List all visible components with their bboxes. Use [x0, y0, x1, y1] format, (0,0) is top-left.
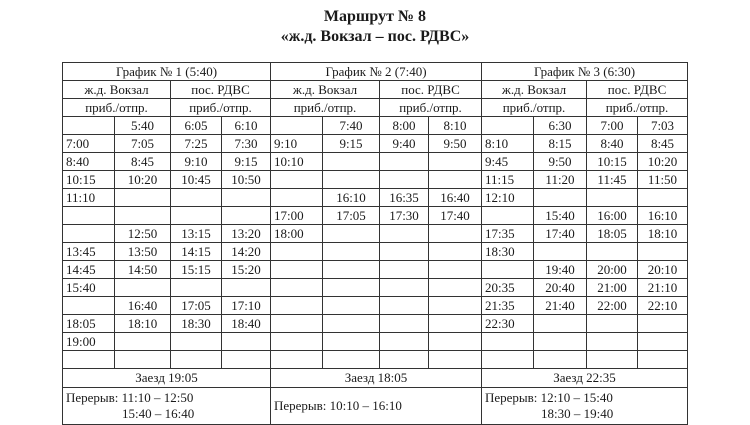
footer-row-zaezd	[63, 369, 688, 388]
time-cell	[429, 225, 482, 243]
time-cell	[429, 351, 482, 369]
time-cell	[271, 333, 323, 351]
time-cell: 8:40	[587, 135, 638, 153]
time-cell	[115, 279, 171, 297]
time-cell	[63, 117, 115, 135]
time-cell	[482, 207, 534, 225]
zaezd-label: Заезд 18:05	[271, 369, 482, 388]
footer-row-break	[63, 388, 688, 425]
time-cell: 12:10	[482, 189, 534, 207]
time-cell: 18:40	[222, 315, 271, 333]
time-cell: 7:03	[638, 117, 688, 135]
time-cell: 10:15	[587, 153, 638, 171]
table-row	[63, 117, 688, 135]
time-cell: 14:45	[63, 261, 115, 279]
time-cell: 17:05	[323, 207, 380, 225]
time-cell	[115, 333, 171, 351]
stop-name-a: ж.д. Вокзал	[63, 81, 171, 99]
table-row	[63, 243, 688, 261]
time-cell: 9:10	[271, 135, 323, 153]
time-cell	[587, 315, 638, 333]
table-row	[63, 297, 688, 315]
time-cell: 17:00	[271, 207, 323, 225]
time-cell	[323, 333, 380, 351]
time-cell	[380, 243, 429, 261]
arr-dep-label: приб./отпр.	[380, 99, 482, 117]
time-cell: 22:00	[587, 297, 638, 315]
stop-name-b: пос. РДВС	[587, 81, 688, 99]
time-cell: 16:40	[115, 297, 171, 315]
time-cell: 8:10	[482, 135, 534, 153]
table-row	[63, 333, 688, 351]
time-cell	[482, 117, 534, 135]
time-cell: 22:30	[482, 315, 534, 333]
time-cell	[429, 243, 482, 261]
time-cell: 6:30	[534, 117, 587, 135]
time-cell: 8:00	[380, 117, 429, 135]
table-row	[63, 351, 688, 369]
time-cell: 11:10	[63, 189, 115, 207]
time-cell: 7:00	[63, 135, 115, 153]
time-cell	[429, 279, 482, 297]
time-cell: 5:40	[115, 117, 171, 135]
time-cell	[534, 333, 587, 351]
time-cell: 10:45	[171, 171, 222, 189]
time-cell: 14:15	[171, 243, 222, 261]
time-cell: 17:05	[171, 297, 222, 315]
time-cell	[323, 171, 380, 189]
time-cell	[380, 153, 429, 171]
time-cell: 18:30	[171, 315, 222, 333]
zaezd-label: Заезд 19:05	[63, 369, 271, 388]
time-cell	[171, 351, 222, 369]
time-cell: 18:10	[115, 315, 171, 333]
time-cell: 18:30	[482, 243, 534, 261]
time-cell	[323, 261, 380, 279]
time-cell	[323, 153, 380, 171]
time-cell: 13:20	[222, 225, 271, 243]
time-cell	[534, 243, 587, 261]
time-cell	[323, 315, 380, 333]
time-cell: 9:50	[534, 153, 587, 171]
time-cell	[429, 171, 482, 189]
time-cell: 16:10	[638, 207, 688, 225]
time-cell: 8:15	[534, 135, 587, 153]
time-cell	[271, 243, 323, 261]
break-line: 18:30 – 19:40	[541, 406, 614, 421]
time-cell: 9:45	[482, 153, 534, 171]
time-cell	[63, 207, 115, 225]
time-cell: 13:15	[171, 225, 222, 243]
time-cell: 19:40	[534, 261, 587, 279]
arr-dep-label: приб./отпр.	[63, 99, 171, 117]
time-cell: 11:50	[638, 171, 688, 189]
time-cell: 6:10	[222, 117, 271, 135]
time-cell: 15:20	[222, 261, 271, 279]
table-row	[63, 261, 688, 279]
time-cell: 17:30	[380, 207, 429, 225]
schedule-name: График № 2 (7:40)	[271, 63, 482, 81]
time-cell	[271, 189, 323, 207]
time-cell	[171, 333, 222, 351]
time-cell	[534, 315, 587, 333]
time-cell	[171, 279, 222, 297]
time-cell: 14:20	[222, 243, 271, 261]
time-cell: 17:35	[482, 225, 534, 243]
time-cell: 22:10	[638, 297, 688, 315]
time-cell	[638, 243, 688, 261]
time-cell	[63, 225, 115, 243]
time-cell	[171, 189, 222, 207]
arr-dep-label: приб./отпр.	[482, 99, 587, 117]
time-cell: 17:10	[222, 297, 271, 315]
time-cell: 7:00	[587, 117, 638, 135]
time-cell: 17:40	[429, 207, 482, 225]
break-cell	[482, 388, 688, 425]
time-cell: 7:25	[171, 135, 222, 153]
time-cell: 18:10	[638, 225, 688, 243]
time-cell	[63, 351, 115, 369]
table-row	[63, 225, 688, 243]
time-cell: 8:10	[429, 117, 482, 135]
table-row	[63, 207, 688, 225]
time-cell: 16:35	[380, 189, 429, 207]
time-cell: 15:15	[171, 261, 222, 279]
time-cell: 11:45	[587, 171, 638, 189]
stop-name-a: ж.д. Вокзал	[271, 81, 380, 99]
time-cell	[482, 333, 534, 351]
stop-name-a: ж.д. Вокзал	[482, 81, 587, 99]
time-cell: 16:00	[587, 207, 638, 225]
time-cell	[482, 351, 534, 369]
break-cell	[63, 388, 271, 425]
arr-dep-label: приб./отпр.	[271, 99, 380, 117]
time-cell	[429, 333, 482, 351]
table-row	[63, 171, 688, 189]
time-cell: 21:00	[587, 279, 638, 297]
time-cell	[380, 297, 429, 315]
time-cell	[271, 171, 323, 189]
time-cell: 20:00	[587, 261, 638, 279]
time-cell: 8:40	[63, 153, 115, 171]
table-row	[63, 153, 688, 171]
time-cell: 7:05	[115, 135, 171, 153]
time-cell: 21:10	[638, 279, 688, 297]
time-cell	[638, 333, 688, 351]
time-cell	[222, 207, 271, 225]
time-cell	[587, 243, 638, 261]
time-cell: 15:40	[534, 207, 587, 225]
time-cell	[271, 351, 323, 369]
time-cell	[323, 351, 380, 369]
break-line: 15:40 – 16:40	[122, 406, 195, 421]
time-cell	[638, 189, 688, 207]
time-cell: 7:40	[323, 117, 380, 135]
time-cell: 12:50	[115, 225, 171, 243]
time-cell	[380, 261, 429, 279]
time-cell	[171, 207, 222, 225]
time-cell	[380, 351, 429, 369]
time-cell: 7:30	[222, 135, 271, 153]
time-cell: 9:15	[323, 135, 380, 153]
time-cell: 21:35	[482, 297, 534, 315]
time-cell: 11:20	[534, 171, 587, 189]
table-row	[63, 189, 688, 207]
time-cell: 16:40	[429, 189, 482, 207]
time-cell: 8:45	[115, 153, 171, 171]
time-cell	[115, 189, 171, 207]
time-cell	[380, 279, 429, 297]
time-cell	[271, 117, 323, 135]
time-cell	[271, 315, 323, 333]
time-cell: 9:50	[429, 135, 482, 153]
time-cell: 13:45	[63, 243, 115, 261]
time-cell: 10:20	[638, 153, 688, 171]
time-cell: 19:00	[63, 333, 115, 351]
time-cell	[429, 297, 482, 315]
time-cell: 8:45	[638, 135, 688, 153]
time-cell	[429, 315, 482, 333]
arr-dep-label: приб./отпр.	[171, 99, 271, 117]
table-row	[63, 135, 688, 153]
time-cell	[222, 351, 271, 369]
time-cell	[587, 333, 638, 351]
time-cell	[587, 351, 638, 369]
time-cell	[323, 279, 380, 297]
time-cell: 14:50	[115, 261, 171, 279]
time-cell	[638, 315, 688, 333]
time-cell	[380, 333, 429, 351]
time-cell: 13:50	[115, 243, 171, 261]
time-cell	[323, 243, 380, 261]
time-cell: 18:05	[63, 315, 115, 333]
time-cell	[323, 297, 380, 315]
schedule-table	[62, 62, 688, 425]
time-cell	[534, 351, 587, 369]
time-cell: 10:20	[115, 171, 171, 189]
header-row-schedule	[63, 63, 688, 81]
header-row-stops	[63, 81, 688, 99]
time-cell	[380, 225, 429, 243]
time-cell	[222, 189, 271, 207]
time-cell: 6:05	[171, 117, 222, 135]
time-cell	[482, 261, 534, 279]
break-cell	[271, 388, 482, 425]
time-cell: 10:10	[271, 153, 323, 171]
table-row	[63, 279, 688, 297]
time-cell: 11:15	[482, 171, 534, 189]
stop-name-b: пос. РДВС	[380, 81, 482, 99]
time-cell: 9:15	[222, 153, 271, 171]
time-cell	[222, 333, 271, 351]
page-title: Маршрут № 8	[323, 8, 427, 25]
time-cell: 10:50	[222, 171, 271, 189]
route-subtitle: «ж.д. Вокзал – пос. РДВС»	[280, 28, 470, 45]
header-row-arr-dep	[63, 99, 688, 117]
time-cell: 15:40	[63, 279, 115, 297]
time-cell: 17:40	[534, 225, 587, 243]
break-line: Перерыв: 11:10 – 12:50	[66, 390, 194, 405]
time-cell: 18:05	[587, 225, 638, 243]
arr-dep-label: приб./отпр.	[587, 99, 688, 117]
time-cell	[115, 207, 171, 225]
time-cell	[380, 171, 429, 189]
table-row	[63, 315, 688, 333]
time-cell	[63, 297, 115, 315]
schedule-name: График № 1 (5:40)	[63, 63, 271, 81]
time-cell	[271, 261, 323, 279]
time-cell: 10:15	[63, 171, 115, 189]
time-cell	[271, 279, 323, 297]
time-cell	[429, 261, 482, 279]
time-cell	[429, 153, 482, 171]
time-cell: 9:40	[380, 135, 429, 153]
zaezd-label: Заезд 22:35	[482, 369, 688, 388]
schedule-name: График № 3 (6:30)	[482, 63, 688, 81]
break-line: Перерыв: 10:10 – 16:10	[274, 398, 402, 413]
time-cell: 9:10	[171, 153, 222, 171]
time-cell: 20:35	[482, 279, 534, 297]
break-line: Перерыв: 12:10 – 15:40	[485, 390, 613, 405]
time-cell	[380, 315, 429, 333]
time-cell	[534, 189, 587, 207]
time-cell: 21:40	[534, 297, 587, 315]
time-cell	[323, 225, 380, 243]
time-cell: 16:10	[323, 189, 380, 207]
time-cell	[222, 279, 271, 297]
time-cell	[587, 189, 638, 207]
time-cell	[271, 297, 323, 315]
time-cell: 18:00	[271, 225, 323, 243]
time-cell	[638, 351, 688, 369]
time-cell	[115, 351, 171, 369]
stop-name-b: пос. РДВС	[171, 81, 271, 99]
time-cell: 20:10	[638, 261, 688, 279]
time-cell: 20:40	[534, 279, 587, 297]
